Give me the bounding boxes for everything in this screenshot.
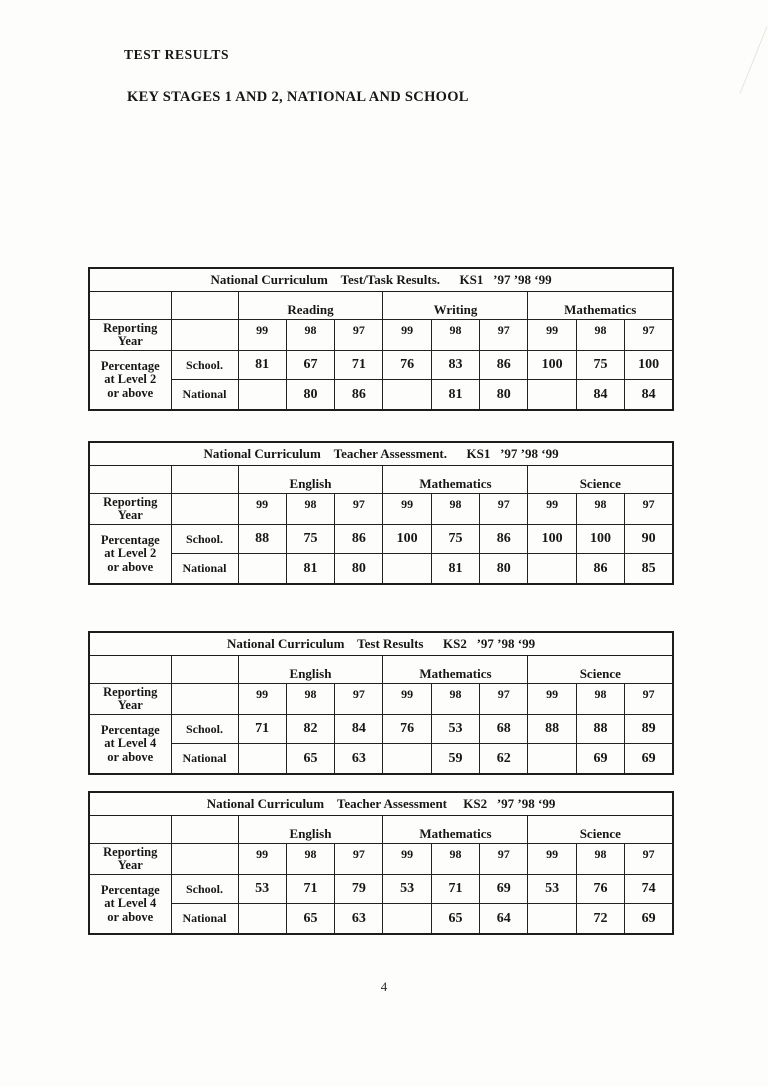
school-row-label: School. [171, 715, 238, 744]
empty-cell [171, 494, 238, 525]
empty-cell [171, 466, 238, 494]
label-line: at Level 4 [104, 736, 157, 751]
label-line: Percentage [100, 532, 160, 547]
year-cell: 98 [286, 844, 334, 875]
score-cell: 100 [528, 351, 576, 380]
year-cell: 97 [625, 320, 673, 351]
empty-cell [171, 844, 238, 875]
score-cell [528, 554, 576, 585]
year-cell: 99 [383, 844, 431, 875]
score-cell: 81 [238, 351, 286, 380]
table-title: National Curriculum Test Results KS2 ’97 ’98 ‘99 [89, 632, 673, 656]
score-cell: 71 [431, 875, 479, 904]
year-cell: 98 [286, 320, 334, 351]
label-line: Reporting [103, 321, 158, 335]
score-cell: 75 [431, 525, 479, 554]
year-cell: 99 [238, 320, 286, 351]
page-number: 4 [380, 979, 388, 994]
page-title: TEST RESULTS [124, 47, 230, 62]
empty-cell [89, 466, 171, 494]
score-cell [238, 380, 286, 411]
school-row-label: School. [171, 525, 238, 554]
score-cell: 65 [286, 904, 334, 935]
subject-header: Mathematics [528, 292, 673, 320]
score-cell: 59 [431, 744, 479, 775]
year-cell: 97 [625, 494, 673, 525]
subject-header: Science [528, 816, 673, 844]
score-cell [383, 380, 431, 411]
label-line: at Level 2 [104, 372, 157, 387]
reporting-year-label [89, 844, 171, 875]
label-line: Year [117, 508, 143, 522]
score-cell [383, 904, 431, 935]
score-cell: 86 [335, 380, 383, 411]
empty-cell [89, 656, 171, 684]
score-cell: 76 [383, 351, 431, 380]
year-cell: 99 [383, 320, 431, 351]
score-cell: 83 [431, 351, 479, 380]
label-line: Percentage [100, 358, 160, 373]
year-cell: 97 [480, 320, 528, 351]
score-cell: 63 [335, 904, 383, 935]
year-cell: 97 [335, 844, 383, 875]
score-cell: 74 [625, 875, 673, 904]
score-cell: 100 [625, 351, 673, 380]
score-cell [528, 904, 576, 935]
year-cell: 99 [528, 844, 576, 875]
score-cell: 88 [576, 715, 624, 744]
score-cell: 69 [480, 875, 528, 904]
score-cell: 81 [431, 380, 479, 411]
year-cell: 99 [238, 844, 286, 875]
score-cell [383, 554, 431, 585]
score-cell: 62 [480, 744, 528, 775]
score-cell: 71 [335, 351, 383, 380]
score-cell: 68 [480, 715, 528, 744]
score-cell: 85 [625, 554, 673, 585]
score-cell: 86 [576, 554, 624, 585]
year-cell: 99 [383, 494, 431, 525]
subject-header: Mathematics [383, 656, 528, 684]
score-cell: 84 [576, 380, 624, 411]
percentage-level-label [89, 525, 171, 585]
empty-cell [171, 656, 238, 684]
results-table-4 [88, 791, 674, 935]
score-cell: 100 [528, 525, 576, 554]
reporting-year-label [89, 320, 171, 351]
empty-cell [89, 816, 171, 844]
year-cell: 98 [576, 844, 624, 875]
score-cell: 100 [383, 525, 431, 554]
percentage-level-label [89, 715, 171, 775]
label-line: or above [107, 749, 154, 764]
label-line: or above [107, 559, 154, 574]
year-cell: 99 [528, 320, 576, 351]
year-cell: 97 [335, 684, 383, 715]
table-title: National Curriculum Test/Task Results. KS1 ’97 ’98 ‘99 [89, 268, 673, 292]
label-line: or above [107, 909, 154, 924]
score-cell: 81 [286, 554, 334, 585]
subject-header: Science [528, 466, 673, 494]
subject-header: Mathematics [383, 466, 528, 494]
score-cell: 67 [286, 351, 334, 380]
score-cell: 84 [335, 715, 383, 744]
label-line: Reporting [103, 495, 158, 509]
score-cell [238, 904, 286, 935]
subject-header: Mathematics [383, 816, 528, 844]
year-cell: 99 [528, 684, 576, 715]
score-cell: 69 [576, 744, 624, 775]
subject-header: English [238, 656, 383, 684]
score-cell: 64 [480, 904, 528, 935]
year-cell: 97 [335, 320, 383, 351]
year-cell: 97 [335, 494, 383, 525]
label-line: at Level 2 [104, 546, 157, 561]
score-cell: 53 [383, 875, 431, 904]
score-cell [528, 380, 576, 411]
subject-header: Science [528, 656, 673, 684]
year-cell: 99 [238, 494, 286, 525]
year-cell: 98 [431, 320, 479, 351]
year-cell: 98 [431, 494, 479, 525]
score-cell: 53 [431, 715, 479, 744]
percentage-level-label [89, 351, 171, 411]
national-row-label: National [171, 904, 238, 935]
label-line: at Level 4 [104, 896, 157, 911]
score-cell: 90 [625, 525, 673, 554]
score-cell: 81 [431, 554, 479, 585]
score-cell: 53 [238, 875, 286, 904]
subject-header: English [238, 816, 383, 844]
reporting-year-label [89, 684, 171, 715]
year-cell: 98 [576, 320, 624, 351]
score-cell [238, 554, 286, 585]
score-cell: 69 [625, 904, 673, 935]
score-cell: 76 [576, 875, 624, 904]
page-subtitle: KEY STAGES 1 AND 2, NATIONAL AND SCHOOL [127, 89, 469, 105]
score-cell: 65 [286, 744, 334, 775]
score-cell: 84 [625, 380, 673, 411]
year-cell: 97 [480, 684, 528, 715]
score-cell: 71 [238, 715, 286, 744]
year-cell: 98 [431, 844, 479, 875]
results-table-3 [88, 631, 674, 775]
results-table-2 [88, 441, 674, 585]
score-cell [383, 744, 431, 775]
score-cell: 89 [625, 715, 673, 744]
score-cell: 80 [286, 380, 334, 411]
label-line: Year [117, 698, 143, 712]
subject-header: Writing [383, 292, 528, 320]
score-cell: 65 [431, 904, 479, 935]
score-cell: 72 [576, 904, 624, 935]
year-cell: 97 [480, 844, 528, 875]
tables-section [88, 267, 672, 935]
score-cell [528, 744, 576, 775]
year-cell: 97 [480, 494, 528, 525]
school-row-label: School. [171, 875, 238, 904]
national-row-label: National [171, 380, 238, 411]
year-cell: 98 [431, 684, 479, 715]
empty-cell [171, 816, 238, 844]
label-line: or above [107, 385, 154, 400]
label-line: Percentage [100, 882, 160, 897]
label-line: Reporting [103, 845, 158, 859]
score-cell: 86 [335, 525, 383, 554]
score-cell: 76 [383, 715, 431, 744]
subject-header: Reading [238, 292, 383, 320]
year-cell: 97 [625, 684, 673, 715]
year-cell: 98 [286, 684, 334, 715]
year-cell: 99 [528, 494, 576, 525]
score-cell: 69 [625, 744, 673, 775]
score-cell: 80 [335, 554, 383, 585]
empty-cell [171, 684, 238, 715]
national-row-label: National [171, 744, 238, 775]
score-cell: 86 [480, 525, 528, 554]
empty-cell [171, 320, 238, 351]
score-cell: 75 [286, 525, 334, 554]
score-cell: 53 [528, 875, 576, 904]
results-table-1 [88, 267, 674, 411]
scan-artifact [740, 26, 768, 93]
score-cell: 86 [480, 351, 528, 380]
score-cell: 63 [335, 744, 383, 775]
percentage-level-label [89, 875, 171, 935]
empty-cell [171, 292, 238, 320]
label-line: Year [117, 858, 143, 872]
score-cell: 71 [286, 875, 334, 904]
label-line: Reporting [103, 685, 158, 699]
empty-cell [89, 292, 171, 320]
score-cell: 79 [335, 875, 383, 904]
score-cell: 88 [528, 715, 576, 744]
year-cell: 99 [238, 684, 286, 715]
national-row-label: National [171, 554, 238, 585]
score-cell: 80 [480, 380, 528, 411]
score-cell [238, 744, 286, 775]
table-title: National Curriculum Teacher Assessment. KS1 ’97 ’98 ‘99 [89, 442, 673, 466]
score-cell: 80 [480, 554, 528, 585]
year-cell: 98 [286, 494, 334, 525]
subject-header: English [238, 466, 383, 494]
score-cell: 88 [238, 525, 286, 554]
score-cell: 75 [576, 351, 624, 380]
table-title: National Curriculum Teacher Assessment KS2 ’97 ’98 ‘99 [89, 792, 673, 816]
score-cell: 100 [576, 525, 624, 554]
label-line: Percentage [100, 722, 160, 737]
year-cell: 99 [383, 684, 431, 715]
school-row-label: School. [171, 351, 238, 380]
year-cell: 97 [625, 844, 673, 875]
score-cell: 82 [286, 715, 334, 744]
year-cell: 98 [576, 494, 624, 525]
year-cell: 98 [576, 684, 624, 715]
reporting-year-label [89, 494, 171, 525]
label-line: Year [117, 334, 143, 348]
